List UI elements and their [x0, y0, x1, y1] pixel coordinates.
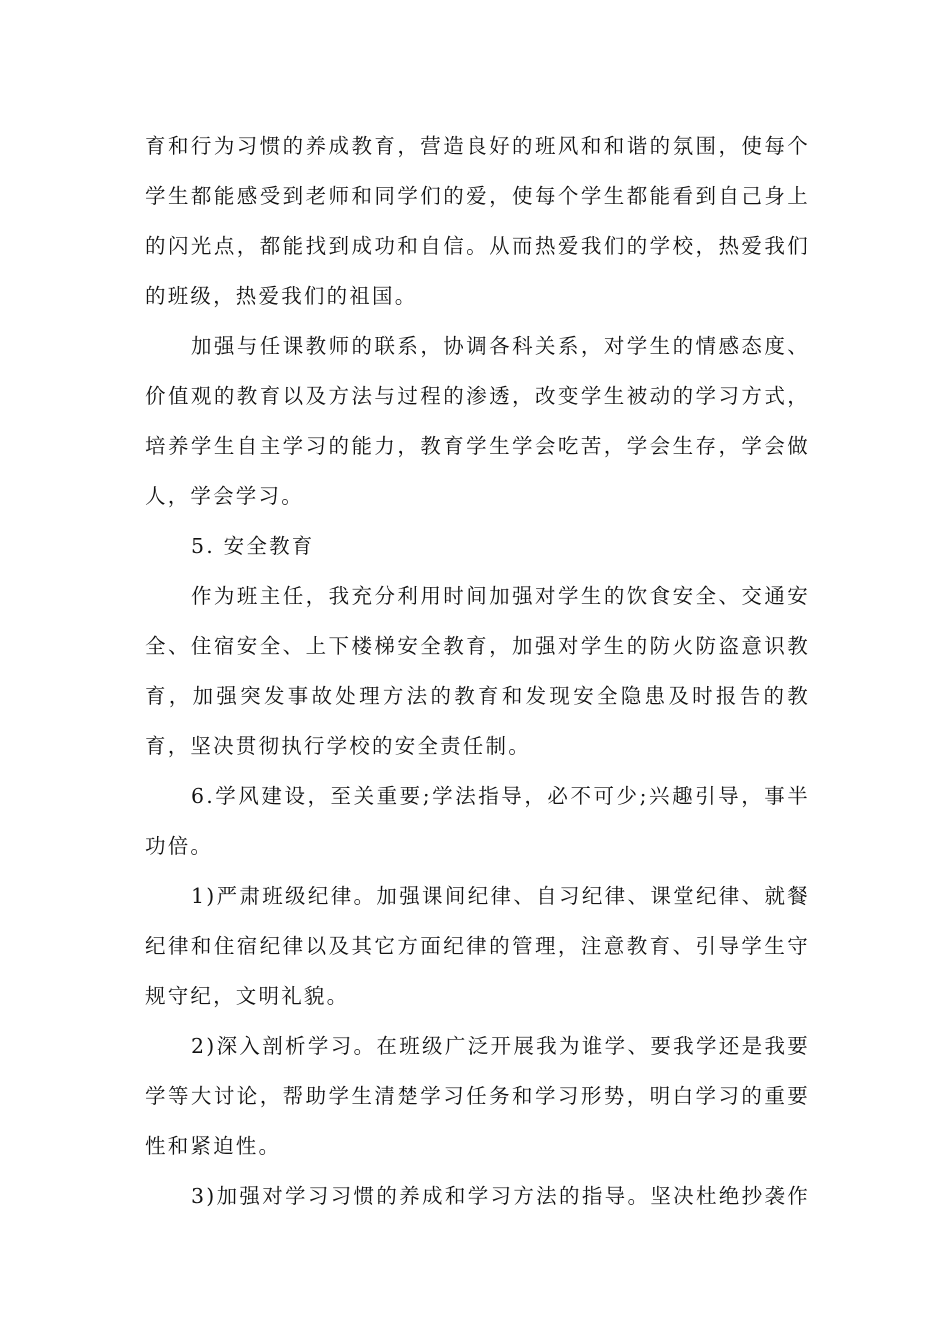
text-line: 育和行为习惯的养成教育，营造良好的班风和和谐的氛围，使每个 — [145, 134, 810, 158]
text-line: 性和紧迫性。 — [145, 1134, 282, 1158]
text-line: 功倍。 — [145, 834, 214, 858]
text-line: 育，加强突发事故处理方法的教育和发现安全隐患及时报告的教 — [145, 684, 810, 708]
text-line: 的闪光点，都能找到成功和自信。从而热爱我们的学校，热爱我们 — [145, 234, 810, 258]
text-line: 学生都能感受到老师和同学们的爱，使每个学生都能看到自己身上 — [145, 184, 810, 208]
paragraph-first-line: 加强与任课教师的联系，协调各科关系，对学生的情感态度、 — [191, 334, 810, 358]
text-line: 学等大讨论，帮助学生清楚学习任务和学习形势，明白学习的重要 — [145, 1084, 810, 1108]
text-line: 培养学生自主学习的能力，教育学生学会吃苦，学会生存，学会做 — [145, 434, 810, 458]
list-item-1: 1)严肃班级纪律。加强课间纪律、自习纪律、课堂纪律、就餐 — [191, 884, 810, 908]
list-item-2: 2)深入剖析学习。在班级广泛开展我为谁学、要我学还是我要 — [191, 1034, 810, 1058]
text-line: 纪律和住宿纪律以及其它方面纪律的管理，注意教育、引导学生守 — [145, 934, 810, 958]
section-heading-study-style: 6.学风建设，至关重要;学法指导，必不可少;兴趣引导，事半 — [191, 784, 810, 808]
text-line: 价值观的教育以及方法与过程的渗透，改变学生被动的学习方式， — [145, 384, 810, 408]
section-heading-safety: 5. 安全教育 — [191, 534, 315, 558]
text-line: 规守纪，文明礼貌。 — [145, 984, 350, 1008]
document-body — [145, 128, 810, 1228]
list-item-3: 3)加强对学习习惯的养成和学习方法的指导。坚决杜绝抄袭作 — [191, 1184, 810, 1208]
text-line: 人，学会学习。 — [145, 484, 304, 508]
text-line: 育，坚决贯彻执行学校的安全责任制。 — [145, 734, 531, 758]
text-line: 全、住宿安全、上下楼梯安全教育，加强对学生的防火防盗意识教 — [145, 634, 810, 658]
paragraph-first-line: 作为班主任，我充分利用时间加强对学生的饮食安全、交通安 — [191, 584, 810, 608]
text-line: 的班级，热爱我们的祖国。 — [145, 284, 418, 308]
